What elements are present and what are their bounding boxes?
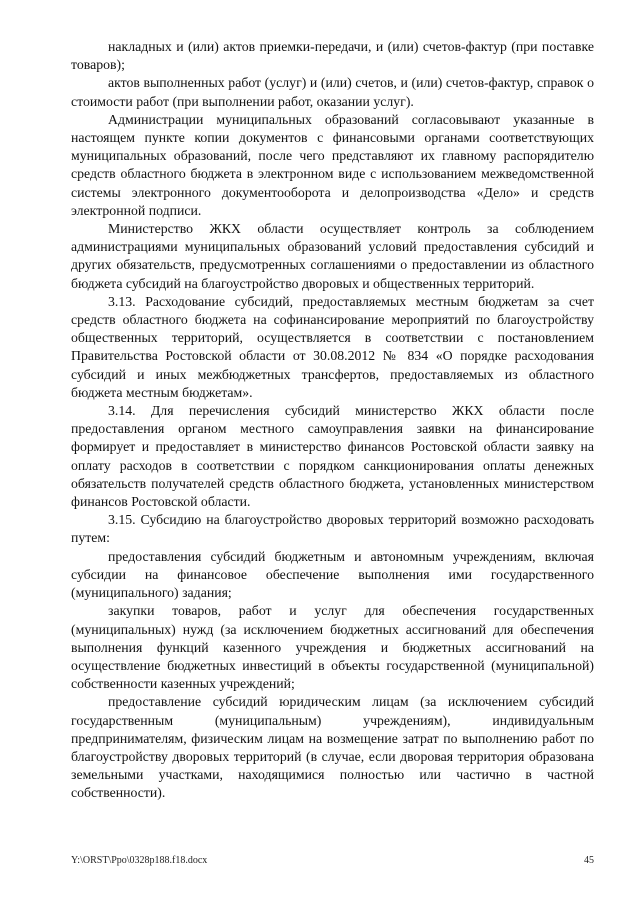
paragraph-7: 3.15. Субсидию на благоустройство дворовых территорий возможно расходовать путем: [71, 512, 594, 546]
paragraph-6: 3.14. Для перечисления субсидий министерство ЖКХ области после предоставления органом местного самоуправления заявки на финансирование формирует и предоставляет в министерство финансов Ростовской области заявку на оплату расходов в соответствии с порядком санкционирования оплаты денежных обязательств получателей средств областного бюджета, установленных министерством финансов Ростовской области. [71, 403, 594, 510]
paragraph-8: предоставления субсидий бюджетным и автономным учреждениям, включая субсидии на финансовое обеспечение выполнения ими государственного (муниципального) задания; [71, 548, 594, 601]
paragraph-9: закупки товаров, работ и услуг для обеспечения государственных (муниципальных) нужд (за исключением бюджетных ассигнований для обеспечения выполнения функций казенного учреждения и бюджетных ассигнований на осуществление бюджетных инвестиций в объекты государственной (муниципальной) собственности казенных учреждений; [71, 603, 594, 692]
page-number: 45 [584, 855, 594, 866]
paragraph-10: предоставление субсидий юридическим лицам (за исключением субсидий государственным (муниципальным) учреждениям), индивидуальным предпринимателям, физическим лицам на возмещение затрат по выполнению работ по благоустройству дворовых территорий (в случае, если дворовая территория образована земельными участками, находящимися полностью или частично в частной собственности). [71, 694, 594, 801]
paragraph-2: актов выполненных работ (услуг) и (или) счетов, и (или) счетов-фактур, справок о стоимости работ (при выполнении работ, оказании услуг). [71, 75, 594, 109]
paragraph-5: 3.13. Расходование субсидий, предоставляемых местным бюджетам за счет средств областного бюджета на софинансирование мероприятий по благоустройству общественных территорий, осуществляется в соответствии с постановлением Правительства Ростовской области от 30.08.2012 № 834 «О порядке расходования субсидий и иных межбюджетных трансфертов, предоставляемых из областного бюджета местным бюджетам». [71, 293, 594, 400]
paragraph-4: Министерство ЖКХ области осуществляет контроль за соблюдением администрациями муниципальных образований условий предоставления субсидий и других обязательств, предусмотренных соглашениями о предоставлении из областного бюджета субсидий на благоустройство дворовых и общественных территорий. [71, 221, 594, 291]
document-body [71, 38, 594, 803]
file-path: Y:\ORST\Ppo\0328p188.f18.docx [71, 855, 208, 866]
paragraph-3: Администрации муниципальных образований согласовывают указанные в настоящем пункте копии документов с финансовыми органами соответствующих муниципальных образований, после чего представляют их главному распорядителю средств областного бюджета в электронном виде с использованием межведомственной системы электронного документооборота и делопроизводства «Дело» и средств электронной подписи. [71, 111, 594, 218]
page-footer [71, 855, 594, 866]
paragraph-1: накладных и (или) актов приемки-передачи, и (или) счетов-фактур (при поставке товаров); [71, 39, 594, 73]
